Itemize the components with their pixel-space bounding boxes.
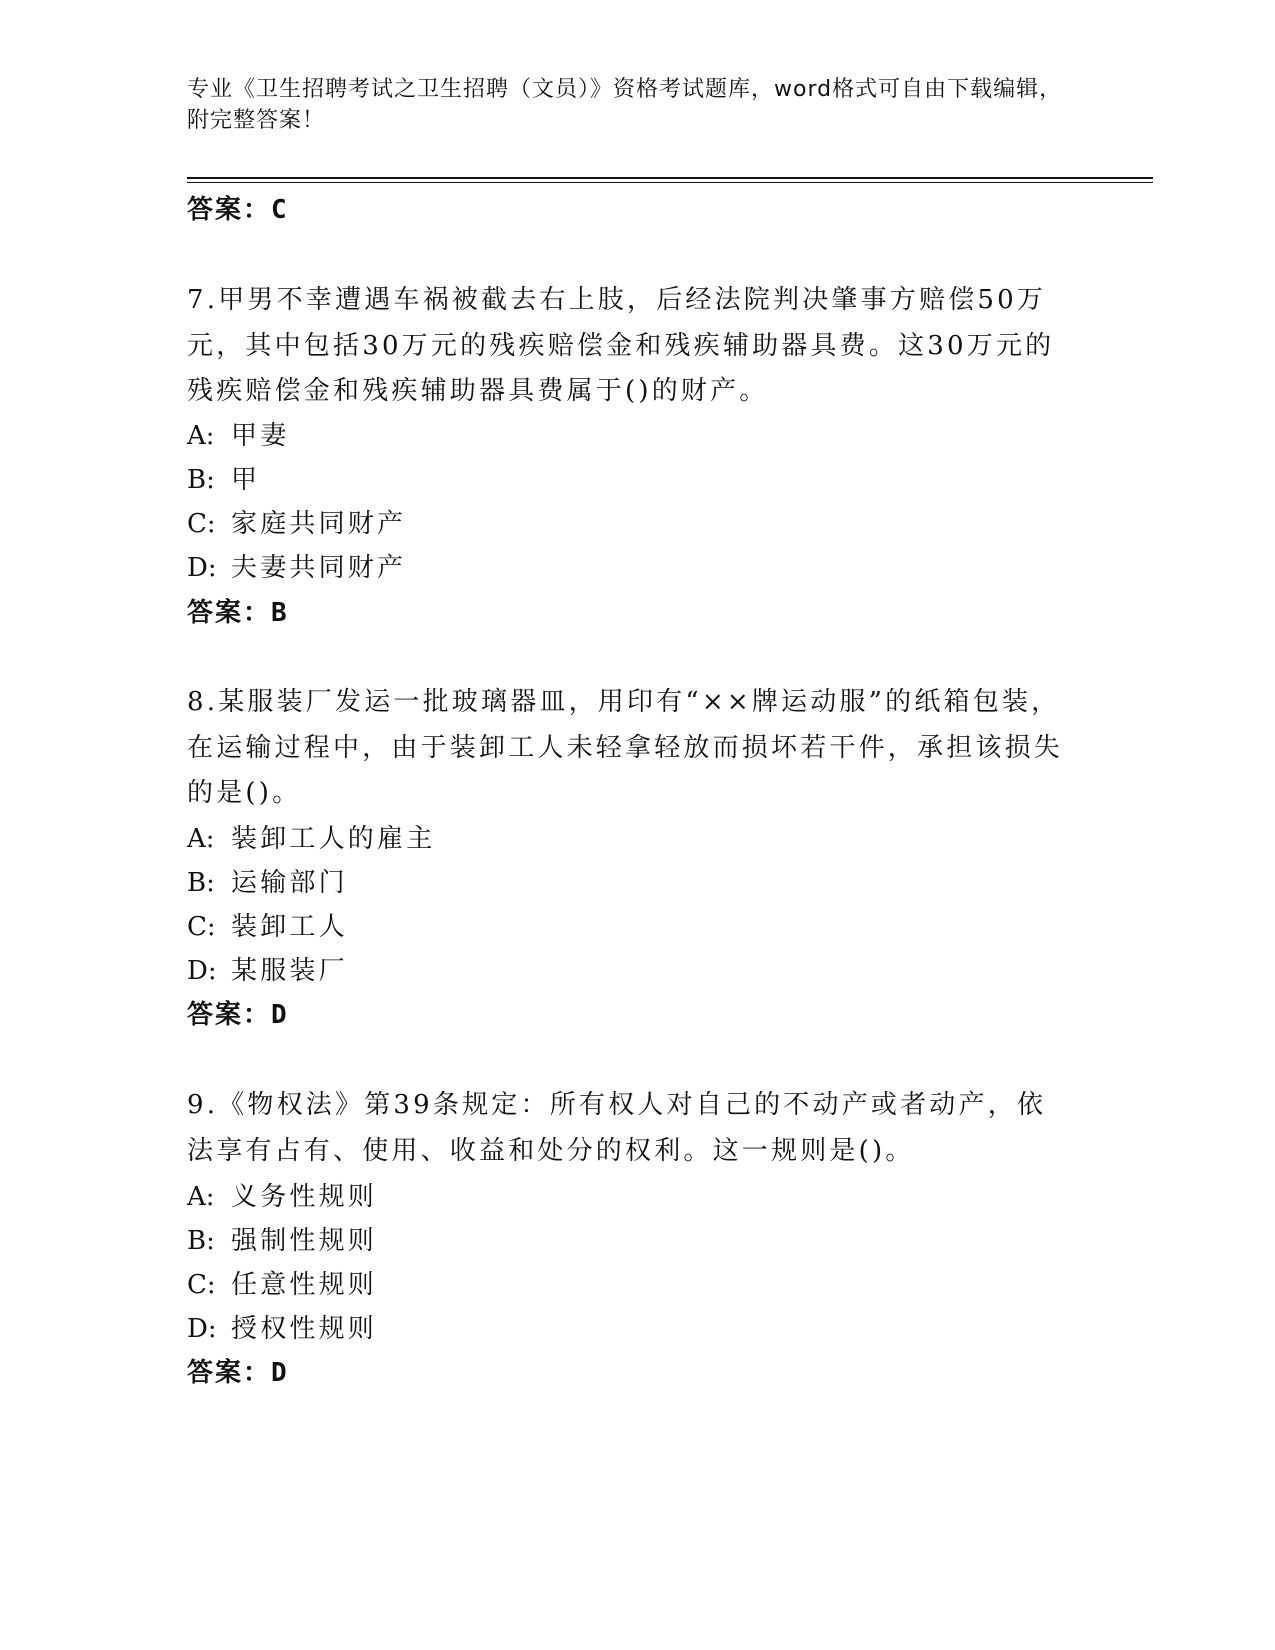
- option-text: 强制性规则: [231, 1226, 378, 1256]
- question-text: 8.某服装厂发运一批玻璃器皿，用印有“××牌运动服”的纸箱包装，在运输过程中，由于装卸工人未轻拿轻放而损坏若干件，承担该损失的是()。: [187, 687, 1064, 808]
- answer-label: 答案：: [187, 1358, 272, 1388]
- option-text: 任意性规则: [231, 1270, 378, 1300]
- option-a: [187, 1180, 377, 1214]
- option-letter: A:: [187, 421, 215, 451]
- option-letter: B:: [187, 465, 215, 495]
- option-letter: B:: [187, 1226, 215, 1256]
- option-text: 某服装厂: [231, 956, 348, 986]
- option-text: 授权性规则: [231, 1314, 378, 1344]
- option-letter: D:: [187, 1314, 217, 1344]
- answer-value: C: [271, 195, 289, 225]
- option-text: 甲: [231, 465, 261, 495]
- answer-value: D: [271, 1358, 289, 1388]
- answer-value: B: [271, 598, 289, 628]
- option-letter: A:: [187, 824, 215, 854]
- option-letter: C:: [187, 912, 216, 942]
- option-b: [187, 866, 348, 900]
- option-a: [187, 822, 435, 856]
- option-letter: D:: [187, 956, 217, 986]
- question-text: 7.甲男不幸遭遇车祸被截去右上肢，后经法院判决肇事方赔偿50万元，其中包括30万元的残疾赔偿金和残疾辅助器具费。这30万元的残疾赔偿金和残疾辅助器具费属于()的财产。: [187, 285, 1055, 406]
- answer-value: D: [271, 1000, 289, 1030]
- answer-line: [187, 193, 289, 227]
- answer-line: [187, 1356, 289, 1390]
- header-divider: [187, 177, 1153, 179]
- option-letter: C:: [187, 509, 216, 539]
- document-header: 专业《卫生招聘考试之卫生招聘（文员）》资格考试题库，word格式可自由下载编辑，附完整答案！: [187, 77, 1063, 133]
- option-text: 运输部门: [231, 868, 348, 898]
- answer-label: 答案：: [187, 1000, 272, 1030]
- option-b: [187, 1224, 377, 1258]
- option-d: [187, 954, 348, 988]
- option-letter: A:: [187, 1182, 215, 1212]
- option-text: 夫妻共同财产: [231, 553, 407, 583]
- option-d: [187, 1312, 377, 1346]
- option-text: 甲妻: [231, 421, 290, 451]
- option-d: [187, 551, 406, 585]
- option-text: 装卸工人: [231, 912, 348, 942]
- option-letter: D:: [187, 553, 217, 583]
- answer-line: [187, 998, 289, 1032]
- option-text: 装卸工人的雇主: [231, 824, 436, 854]
- option-letter: B:: [187, 868, 215, 898]
- option-b: [187, 463, 260, 497]
- option-c: [187, 507, 406, 541]
- answer-label: 答案：: [187, 195, 272, 225]
- header-divider-thin: [187, 182, 1153, 183]
- option-text: 家庭共同财产: [231, 509, 407, 539]
- answer-line: [187, 596, 289, 630]
- question-text: 9.《物权法》第39条规定：所有权人对自己的不动产或者动产，依法享有占有、使用、收益和处分的权利。这一规则是()。: [187, 1090, 1047, 1166]
- option-c: [187, 1268, 377, 1302]
- option-c: [187, 910, 348, 944]
- option-text: 义务性规则: [231, 1182, 378, 1212]
- answer-label: 答案：: [187, 598, 272, 628]
- option-a: [187, 419, 289, 453]
- option-letter: C:: [187, 1270, 216, 1300]
